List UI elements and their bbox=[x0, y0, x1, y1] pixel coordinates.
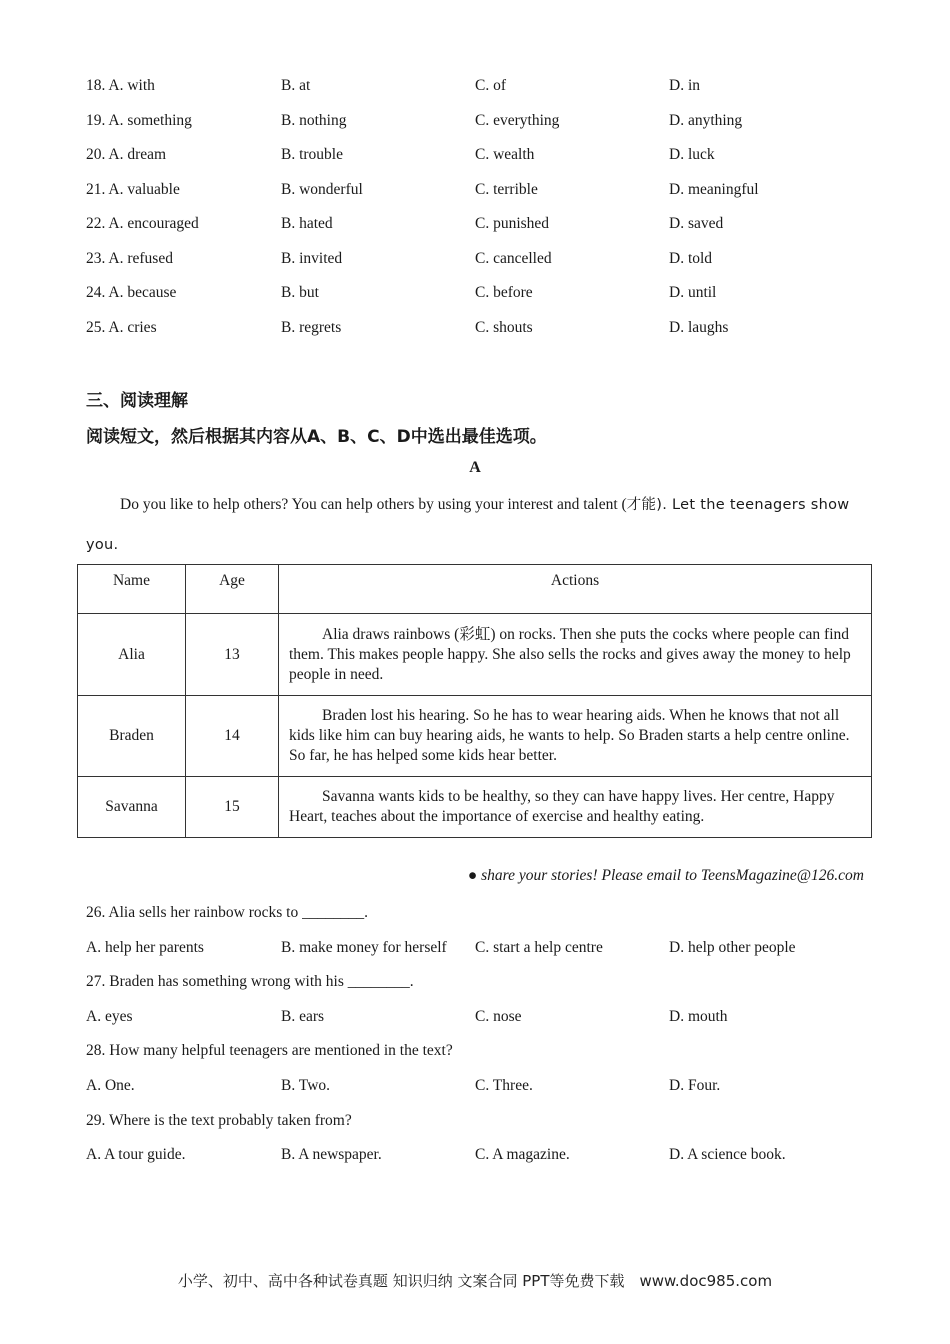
action-text: Savanna wants kids to be healthy, so they can have happy lives. Her centre, Happy Heart, teaches about the importance of exercise and healthy eating. bbox=[289, 788, 835, 825]
option-b: B. A newspaper. bbox=[281, 1146, 382, 1163]
option-c: C. everything bbox=[475, 112, 560, 129]
option-b: B. nothing bbox=[281, 112, 347, 129]
option-c: C. start a help centre bbox=[475, 939, 603, 956]
page-footer: 小学、初中、高中各种试卷真题 知识归纳 文案合同 PPT等免费下载 www.doc985.com bbox=[177, 1272, 773, 1290]
cloze-option-row bbox=[86, 143, 866, 167]
passage-label: A bbox=[469, 459, 481, 476]
question-option-row bbox=[86, 1005, 866, 1029]
question-option-row bbox=[86, 1074, 866, 1098]
option-a: 21. A. valuable bbox=[86, 181, 180, 198]
question-stem: 29. Where is the text probably taken from? bbox=[86, 1112, 352, 1129]
option-b: B. trouble bbox=[281, 146, 343, 163]
age-cell: 15 bbox=[186, 777, 279, 838]
option-d: D. mouth bbox=[669, 1008, 728, 1025]
option-a: A. help her parents bbox=[86, 939, 204, 956]
table-row bbox=[78, 614, 872, 696]
cloze-option-row bbox=[86, 178, 866, 202]
name-cell: Alia bbox=[78, 614, 186, 696]
option-b: B. invited bbox=[281, 250, 343, 267]
option-a: A. eyes bbox=[86, 1008, 133, 1025]
option-b: B. regrets bbox=[281, 319, 342, 336]
age-cell: 13 bbox=[186, 614, 279, 696]
action-cell bbox=[279, 614, 872, 696]
option-a: 18. A. with bbox=[86, 77, 155, 94]
option-a: A. One. bbox=[86, 1077, 135, 1094]
cloze-option-row bbox=[86, 281, 866, 305]
option-d: D. Four. bbox=[669, 1077, 721, 1094]
option-c: C. nose bbox=[475, 1008, 522, 1025]
question-option-row bbox=[86, 1143, 866, 1167]
option-d: D. in bbox=[669, 77, 700, 94]
cloze-option-row bbox=[86, 247, 866, 271]
question-stem: 27. Braden has something wrong with his ________. bbox=[86, 973, 414, 990]
cloze-option-row bbox=[86, 212, 866, 236]
intro-cjk: 才能 bbox=[626, 497, 657, 513]
header-age: Age bbox=[186, 565, 279, 614]
option-d: D. meaningful bbox=[669, 181, 759, 198]
option-a: 19. A. something bbox=[86, 112, 192, 129]
action-cell bbox=[279, 777, 872, 838]
option-b: B. at bbox=[281, 77, 311, 94]
question-stem: 28. How many helpful teenagers are mentioned in the text? bbox=[86, 1042, 453, 1059]
option-b: B. ears bbox=[281, 1008, 325, 1025]
option-a: 23. A. refused bbox=[86, 250, 173, 267]
option-c: C. punished bbox=[475, 215, 550, 232]
option-b: B. make money for herself bbox=[281, 939, 447, 956]
cloze-option-row bbox=[86, 109, 866, 133]
passage-intro bbox=[86, 485, 866, 565]
option-c: C. before bbox=[475, 284, 533, 301]
section-title: 三、阅读理解 bbox=[86, 391, 188, 411]
cloze-option-row bbox=[86, 74, 866, 98]
header-actions: Actions bbox=[279, 565, 872, 614]
option-a: A. A tour guide. bbox=[86, 1146, 186, 1163]
option-b: B. but bbox=[281, 284, 319, 301]
name-cell: Savanna bbox=[78, 777, 186, 838]
option-a: 24. A. because bbox=[86, 284, 177, 301]
name-cell: Braden bbox=[78, 696, 186, 777]
action-cell bbox=[279, 696, 872, 777]
table-header-row bbox=[78, 565, 872, 614]
option-a: 20. A. dream bbox=[86, 146, 167, 163]
section-instruction: 阅读短文，然后根据其内容从A、B、C、D中选出最佳选项。 bbox=[86, 427, 547, 447]
option-c: C. of bbox=[475, 77, 506, 94]
option-d: D. help other people bbox=[669, 939, 796, 956]
option-a: 22. A. encouraged bbox=[86, 215, 199, 232]
age-cell: 14 bbox=[186, 696, 279, 777]
option-d: D. until bbox=[669, 284, 717, 301]
option-c: C. wealth bbox=[475, 146, 535, 163]
email-note: ● share your stories! Please email to TeensMagazine@126.com bbox=[467, 867, 864, 884]
option-d: D. luck bbox=[669, 146, 715, 163]
intro-text: Do you like to help others? You can help others by using your interest and talent ( bbox=[120, 496, 627, 513]
intro-text-tail: ). Let the teenagers show you. bbox=[86, 497, 850, 553]
question-option-row bbox=[86, 936, 866, 960]
action-text: Alia draws rainbows (彩虹) on rocks. Then she puts the cocks where people can find them. This makes people happy. She also sells the rocks and gives away the money to help people in need. bbox=[289, 625, 851, 683]
header-name: Name bbox=[78, 565, 186, 614]
option-c: C. terrible bbox=[475, 181, 538, 198]
action-text: Braden lost his hearing. So he has to wear hearing aids. When he knows that not all kids like him can buy hearing aids, he wants to help. So Braden starts a help centre online. So far, he has helped some kids hear better. bbox=[289, 707, 850, 764]
table-row bbox=[78, 777, 872, 838]
option-d: D. anything bbox=[669, 112, 743, 129]
option-a: 25. A. cries bbox=[86, 319, 157, 336]
table-row bbox=[78, 696, 872, 777]
option-d: D. A science book. bbox=[669, 1146, 786, 1163]
option-b: B. wonderful bbox=[281, 181, 363, 198]
option-b: B. hated bbox=[281, 215, 333, 232]
question-stem: 26. Alia sells her rainbow rocks to ________. bbox=[86, 904, 368, 921]
option-c: C. A magazine. bbox=[475, 1146, 570, 1163]
option-b: B. Two. bbox=[281, 1077, 331, 1094]
option-c: C. cancelled bbox=[475, 250, 552, 267]
option-d: D. laughs bbox=[669, 319, 729, 336]
cloze-option-row bbox=[86, 316, 866, 340]
option-d: D. saved bbox=[669, 215, 724, 232]
teenagers-table bbox=[77, 564, 872, 838]
option-d: D. told bbox=[669, 250, 713, 267]
option-c: C. Three. bbox=[475, 1077, 533, 1094]
option-c: C. shouts bbox=[475, 319, 533, 336]
